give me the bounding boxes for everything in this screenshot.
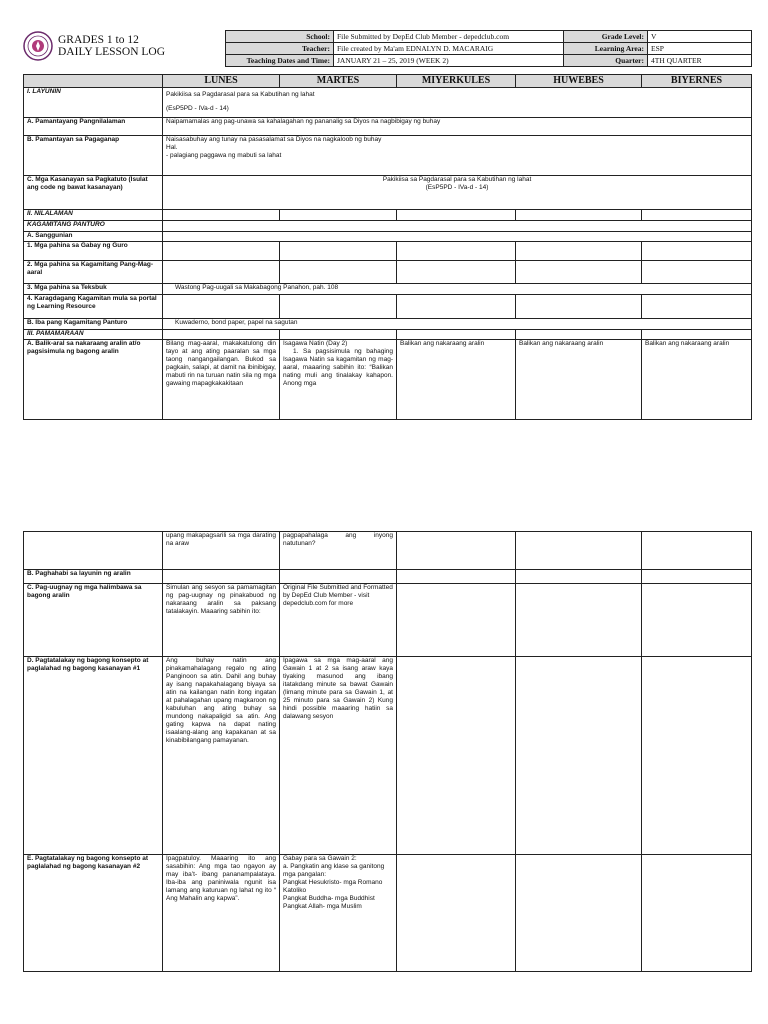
kasanayan-text: Pakikiisa sa Pagdarasal para sa Kabutihan ng lahat (EsP5PD - IVa-d - 14): [163, 176, 752, 210]
continued-lunes: upang makapagsarili sa mga darating na araw: [163, 532, 280, 570]
quarter-label: Quarter:: [564, 55, 648, 67]
area-label: Learning Area:: [564, 43, 648, 55]
pagtatalakay-2-lunes: Ipagpatuloy. Maaaring ito ang sasabihin: Ang mga tao ngayon ay may iba’t- ibang pananampalataya. Iba-iba ang paniniwala ngunit isa lamang ang katuruan ng lahat ng ito “ Ang Mahalin ang kapwa”.: [163, 855, 280, 972]
kasanayan-label: C. Mga Kasanayan sa Pagkatuto (Isulat ang code ng bawat kasanayan): [24, 176, 163, 210]
balik-aral-miyerkules: Balikan ang nakaraang aralin: [397, 340, 516, 420]
pagtatalakay-1-martes: Ipagawa sa mga mag-aaral ang Gawain 1 at 2 sa isang araw kaya tiyaking masunod ang ibang itatakdang minute sa bawat Gawain (limang minute para sa Gawain 1, at 25 minuto para sa Gawain 2) Kung hindi possible maaaring hatiin sa dalawang sesyon: [280, 657, 397, 855]
day-header-martes: MARTES: [280, 75, 397, 88]
lesson-table-page-2: [23, 531, 752, 972]
balik-aral-huwebes: Balikan ang nakaraang aralin: [516, 340, 642, 420]
title-line-2: DAILY LESSON LOG: [58, 46, 166, 58]
gabay-label: 1. Mga pahina sa Gabay ng Guro: [24, 242, 163, 261]
teacher-label: Teacher:: [226, 43, 334, 55]
pag-uugnay-label: C. Pag-uugnay ng mga halimbawa sa bagong aralin: [24, 584, 163, 657]
day-header-miyerkules: MIYERKULES: [397, 75, 516, 88]
layunin-text: Pakikiisa sa Pagdarasal para sa Kabutihan ng lahat (EsP5PD - IVa-d - 14): [163, 88, 752, 118]
header-meta-table: [225, 30, 752, 67]
pamantayan-pagaganap-text: Naisasabuhay ang tunay na pasasalamat sa Diyos na nagkaloob ng buhay Hal. - palagiang paggawa ng mabuti sa lahat: [163, 136, 752, 176]
quarter-value: 4TH QUARTER: [648, 55, 752, 67]
empty-header: [24, 75, 163, 88]
lesson-table: [23, 74, 752, 420]
teksbuk-label: 3. Mga pahina sa Teksbuk: [24, 284, 163, 295]
pagtatalakay-1-label: D. Pagtatalakay ng bagong konsepto at paglalahad ng bagong kasanayan #1: [24, 657, 163, 855]
mag-aaral-label: 2. Mga pahina sa Kagamitang Pang-Mag-aaral: [24, 261, 163, 284]
nilalaman-label: II. NILALAMAN: [24, 210, 163, 221]
day-header-biyernes: BIYERNES: [642, 75, 752, 88]
iba-pang-text: Kuwaderno, bond paper, papel na sagutan: [163, 319, 752, 330]
sanggunian-label: A. Sanggunian: [24, 232, 163, 242]
dates-label: Teaching Dates and Time:: [226, 55, 334, 67]
pag-uugnay-martes: Original File Submitted and Formatted by DepEd Club Member - visit depedclub.com for more: [280, 584, 397, 657]
area-value: ESP: [648, 43, 752, 55]
karagdagang-label: 4. Karagdagang Kagamitan mula sa portal ng Learning Resource: [24, 295, 163, 319]
paghahabi-label: B. Paghahabi sa layunin ng aralin: [24, 570, 163, 584]
day-header-lunes: LUNES: [163, 75, 280, 88]
iba-pang-label: B. Iba pang Kagamitang Panturo: [24, 319, 163, 330]
dates-value: JANUARY 21 – 25, 2019 (WEEK 2): [334, 55, 564, 67]
grade-label: Grade Level:: [564, 31, 648, 43]
pamantayan-pagaganap-label: B. Pamantayan sa Pagaganap: [24, 136, 163, 176]
pamamaraan-label: III. PAMAMARAAN: [24, 330, 163, 340]
deped-seal-icon: [23, 31, 53, 61]
balik-aral-martes: Isagawa Natin (Day 2) 1. Sa pagsisimula ng bahaging Isagawa Natin sa kagamitan ng mag-aaral, maaaring sabihin ito: “Balikan nating muli ang tinalakay kahapon. Anong mga: [280, 340, 397, 420]
title-line-1: GRADES 1 to 12: [58, 34, 139, 46]
pamantayang-pangnilalaman-label: A. Pamantayang Pangnilalaman: [24, 118, 163, 136]
school-value: File Submitted by DepEd Club Member - depedclub.com: [334, 31, 564, 43]
page-title: [58, 34, 165, 58]
balik-aral-label: A. Balik-aral sa nakaraang aralin at/o pagsisimula ng bagong aralin: [24, 340, 163, 420]
pamantayang-pangnilalaman-text: Naipamamalas ang pag-unawa sa kahalagahan ng pananalig sa Diyos na nagbibigay ng buhay: [163, 118, 752, 136]
pagtatalakay-1-lunes: Ang buhay natin ang pinakamahalagang regalo ng ating Panginoon sa atin. Dahil ang buhay ay isang napakahalagang biyaya sa atin na kailangan natin itong ingatan at pahalagahan upang magkaroon ng kabuluhan ang ating buhay sa mundong nakapaligid sa atin. Ang gating kapwa na dapat nating isaalang-alang ang kapakanan at sa kinabibilangang pamayanan.: [163, 657, 280, 855]
balik-aral-lunes: Bilang mag-aaral, makakatulong din tayo at ang ating paaralan sa mga taong nangangailangan. Bukod sa pagkain, salapi, at damit na ibinibigay, mabuti rin na turuan natin sila ng mga gawaing mapagkakakitaan: [163, 340, 280, 420]
pagtatalakay-2-martes: Gabay para sa Gawain 2: a. Pangkatin ang klase sa ganitong mga pangalan: Pangkat Hesukristo- mga Romano Katoliko Pangkat Buddha- mga Buddhist Pangkat Allah- mga Muslim: [280, 855, 397, 972]
pag-uugnay-lunes: Simulan ang sesyon sa pamamagitan ng pag-uugnay ng pinakabuod ng nakaraang aralin sa paksang tatalakayin. Maaaring sabihin ito:: [163, 584, 280, 657]
teksbuk-text: Wastong Pag-uugali sa Makabagong Panahon, pah. 108: [163, 284, 752, 295]
continued-martes: pagpapahalaga ang inyong natutunan?: [280, 532, 397, 570]
school-label: School:: [226, 31, 334, 43]
teacher-value: File created by Ma'am EDNALYN D. MACARAIG: [334, 43, 564, 55]
layunin-label: I. LAYUNIN: [24, 88, 163, 118]
grade-value: V: [648, 31, 752, 43]
pagtatalakay-2-label: E. Pagtatalakay ng bagong konsepto at paglalahad ng bagong kasanayan #2: [24, 855, 163, 972]
kagamitan-label: KAGAMITANG PANTURO: [24, 221, 163, 232]
balik-aral-biyernes: Balikan ang nakaraang aralin: [642, 340, 752, 420]
day-header-huwebes: HUWEBES: [516, 75, 642, 88]
